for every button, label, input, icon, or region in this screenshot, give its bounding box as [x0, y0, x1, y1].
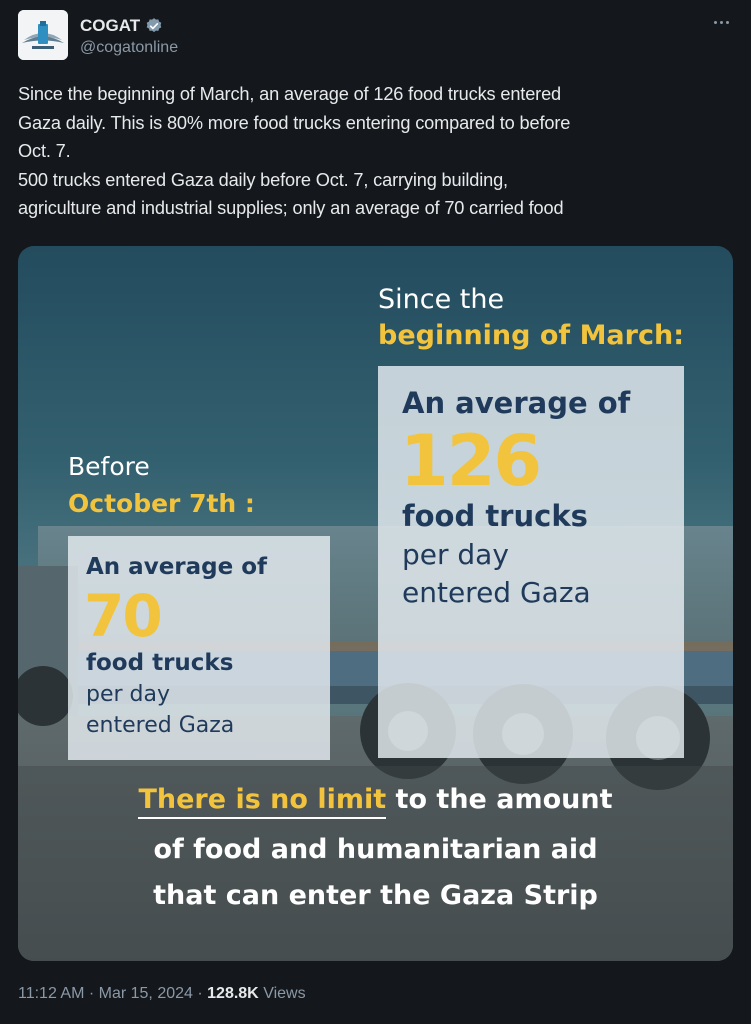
tweet-text-line: agriculture and industrial supplies; only an average of 70 carried food	[18, 198, 564, 218]
tweet-text-line: Since the beginning of March, an average of 126 food trucks entered	[18, 84, 562, 104]
tweet-media-image[interactable]	[18, 246, 733, 961]
bottom-statement-line1	[18, 784, 733, 815]
right-heading-line1: Since the	[378, 284, 505, 315]
bottom-line1-rest: to the amount	[386, 784, 613, 815]
right-box-number: 126	[400, 420, 541, 502]
bottom-statement-line3: that can enter the Gaza Strip	[153, 880, 598, 911]
tweet-text-line: Gaza daily. This is 80% more food trucks entering compared to before	[18, 112, 571, 133]
display-name-text: COGAT	[80, 16, 141, 35]
timestamp[interactable]: 11:12 AM · Mar 15, 2024 ·	[18, 985, 203, 1002]
handle[interactable]: @cogatonline	[80, 39, 179, 56]
left-heading-line2: October 7th :	[68, 489, 255, 518]
right-box-line4: entered Gaza	[402, 576, 591, 609]
right-box-line3: per day	[402, 538, 509, 571]
right-box-line1: An average of	[402, 386, 631, 420]
right-box-line2: food trucks	[402, 499, 588, 533]
views-label: Views	[263, 985, 306, 1002]
left-box-line1: An average of	[86, 554, 268, 580]
tweet-text-line: Oct. 7.	[18, 141, 71, 161]
verified-badge-icon[interactable]	[145, 17, 163, 35]
left-box-line4: entered Gaza	[86, 713, 235, 738]
right-heading-line2: beginning of March:	[378, 320, 684, 351]
cogat-logo-icon	[18, 10, 68, 60]
display-name[interactable]	[80, 16, 163, 36]
tweet-text-line: 500 trucks entered Gaza daily before Oct. 7, carrying building,	[18, 169, 508, 190]
tweet-footer	[18, 985, 306, 1003]
left-heading-line1: Before	[68, 452, 150, 481]
views-count[interactable]: 128.8K	[207, 985, 259, 1002]
right-stat-box	[378, 366, 684, 758]
no-limit-highlight: There is no limit	[138, 784, 386, 819]
left-box-line2: food trucks	[86, 650, 234, 676]
left-box-number: 70	[84, 582, 161, 650]
tweet-header	[18, 10, 733, 62]
left-box-line3: per day	[86, 682, 171, 707]
more-options-icon[interactable]	[709, 12, 733, 32]
tweet-text	[18, 80, 730, 223]
left-stat-box	[68, 536, 330, 760]
avatar[interactable]	[18, 10, 68, 60]
bottom-statement-line2: of food and humanitarian aid	[153, 834, 598, 865]
